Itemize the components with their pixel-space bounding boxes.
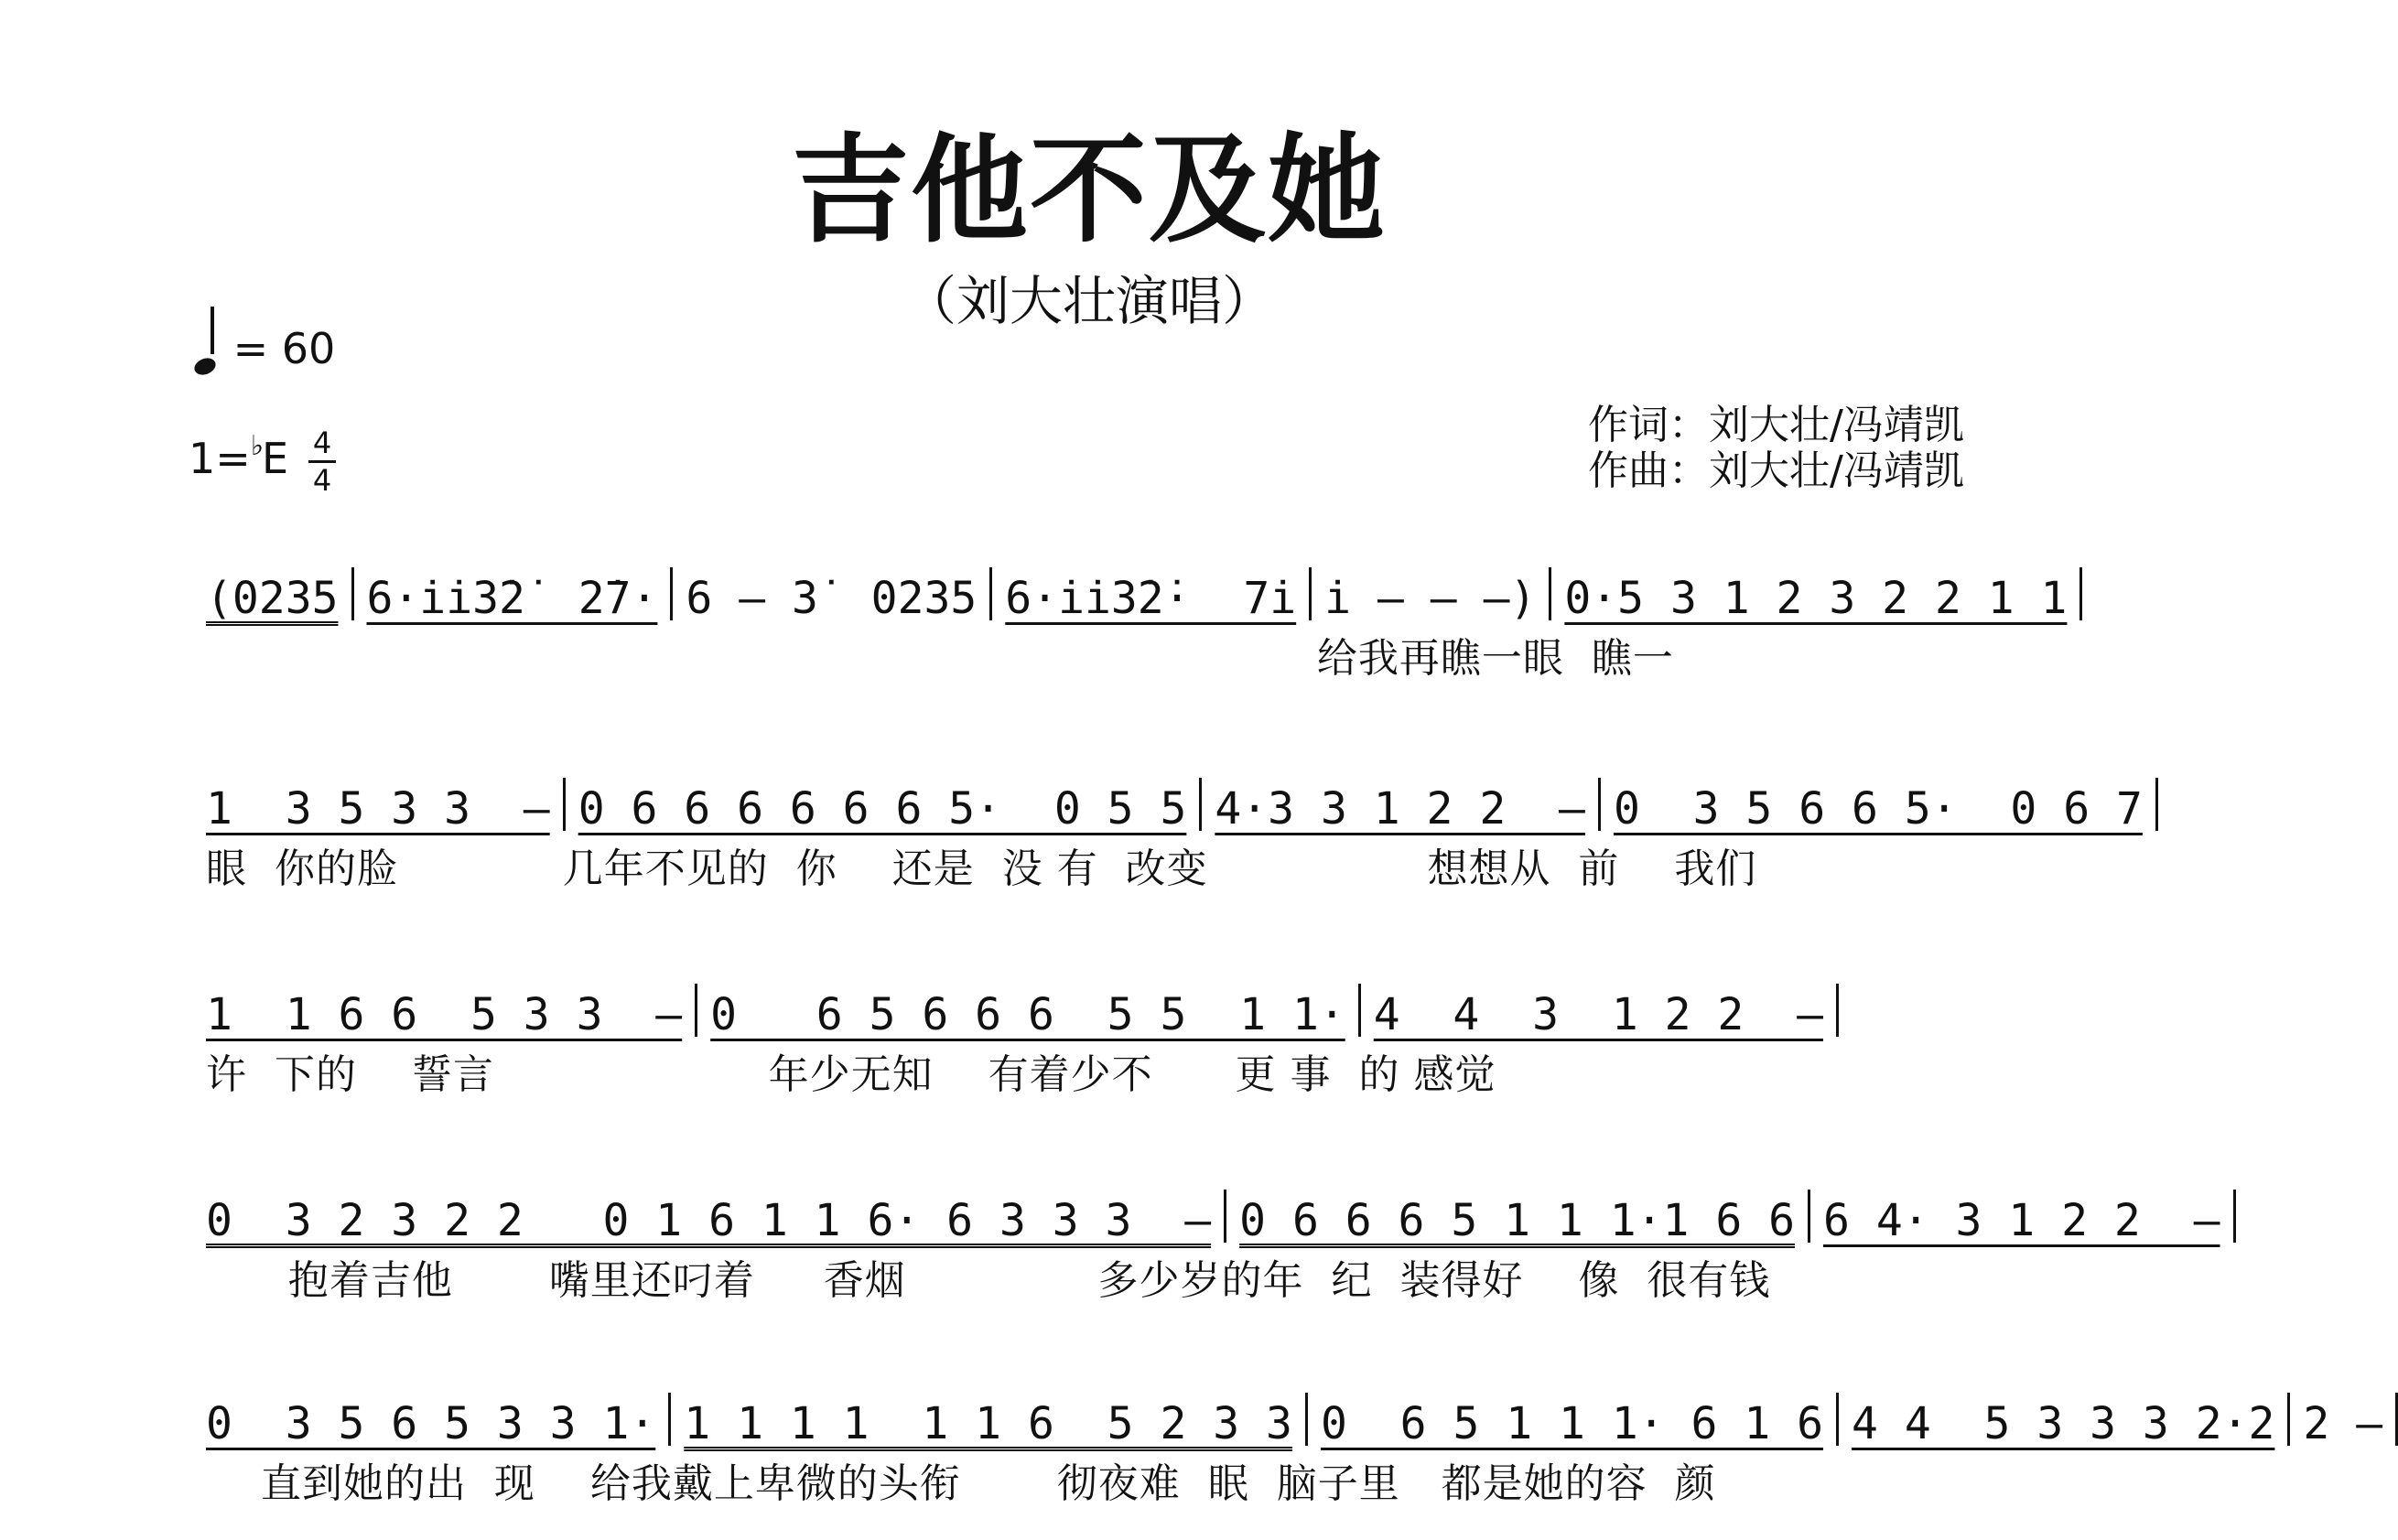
score-line-5	[206, 1393, 2383, 1507]
notation-row	[206, 1393, 2383, 1449]
measure: 0 3 5 6 6 5· 0 6 7	[1613, 783, 2143, 835]
measure: 1 1 6 6 5 3 3 –	[206, 989, 683, 1040]
measure: 1 3 5 3 3 –	[206, 783, 550, 835]
measure: 0 6 6 6 6 6 6 5· 0 5 5	[578, 783, 1187, 835]
measure: 4·3 3 1 2 2 –	[1215, 783, 1585, 835]
notation-row	[206, 778, 2143, 835]
notation-row	[206, 1190, 2220, 1246]
measure: (0235	[206, 573, 339, 624]
song-title: 吉他不及她	[791, 123, 1387, 259]
lyric-row: 抱着吉他 嘴里还叼着 香烟 多少岁的年 纪 装得好 像 很有钱	[206, 1257, 1771, 1304]
score-line-4	[206, 1190, 2220, 1304]
measure: 0·5 3 1 2 3 2 2 1 1	[1564, 573, 2068, 624]
song-subtitle: （刘大壮演唱）	[902, 270, 1275, 332]
flat-icon: ♭	[250, 430, 264, 462]
measure: 0 3 5 6 5 3 3 1·	[206, 1398, 656, 1449]
lyric-row: 给我再瞧一眼 瞧一	[206, 635, 1674, 682]
notation-row	[206, 984, 2014, 1040]
measure: 4 4 5 3 3 3 2·2	[1852, 1398, 2275, 1449]
measure: 6 – 3̇ 0235	[686, 573, 978, 624]
measure: 6·i̇i̇3̇2̇ 2̇7·	[366, 573, 658, 624]
measure: 0 6 5 6 6 6 5 5 1 1·	[710, 989, 1345, 1040]
lyric-row: 直到她的出 现 给我戴上卑微的头衔 彻夜难 眠 脑子里 都是她的容 颜	[206, 1460, 1716, 1507]
quarter-note-icon	[192, 355, 219, 378]
measure: 1 1 1 1 1 1 6 5 2 3 3	[684, 1398, 1292, 1449]
score-line-2	[206, 778, 2143, 892]
lyric-row: 许 下的 誓言 年少无知 有着少不 更 事 的 感觉	[206, 1051, 1496, 1098]
key-signature: 1=♭E	[189, 430, 289, 483]
measure: 4 4 3 1 2 2 –	[1373, 989, 1824, 1040]
measure: 0 6 6 6 5 1 1 1·1 6 6	[1239, 1195, 1796, 1246]
measure: i̇ – – –)	[1324, 573, 1537, 624]
credits	[1588, 403, 1964, 494]
tempo-marking	[194, 316, 336, 373]
composer-credit: 作曲：刘大壮/冯靖凯	[1588, 447, 1964, 494]
score-line-1	[206, 567, 2068, 682]
lyricist-credit: 作词：刘大壮/冯靖凯	[1588, 402, 1964, 448]
score-line-3	[206, 984, 2014, 1098]
measure: 6·i̇i̇3̇2̇· 7i̇	[1005, 573, 1297, 624]
notation-row	[206, 567, 2068, 624]
measure: 6 4· 3 1 2 2 –	[1823, 1195, 2220, 1246]
lyric-row: 眼 你的脸 几年不见的 你 还是 没 有 改变 想想从 前 我们	[206, 845, 1757, 892]
measure: 2 –	[2303, 1398, 2383, 1449]
tempo-value: = 60	[232, 324, 336, 373]
time-signature: 4 4	[308, 428, 336, 495]
measure: 0 6 5 1 1 1· 6 1 6	[1320, 1398, 1824, 1449]
measure: 0 3 2 3 2 2 0 1 6 1 1 6· 6 3 3 3 –	[206, 1195, 1212, 1246]
